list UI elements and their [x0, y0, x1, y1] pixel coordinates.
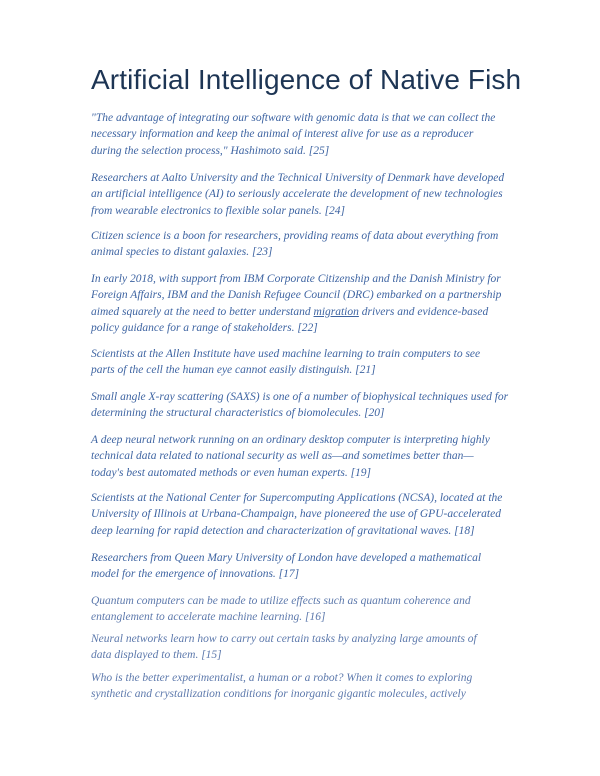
paragraph-ibm-drc-end: drivers and evidence-based policy guidance for a range of stakeholders. [22] [91, 305, 489, 335]
paragraph-hashimoto-quote: "The advantage of integrating our software with genomic data is that we can collect the necessary information and keep the animal of interest alive for use as a reproducer during the selection process," Hashimoto said. [25] [91, 112, 496, 157]
paragraph-deep-neural-network: A deep neural network running on an ordinary desktop computer is interpreting highly technical data related to national security as well as—and sometimes better than— today's best automated methods or even human experts. [19] [91, 434, 490, 479]
paragraph-ibm-drc-start: In early 2018, with support from IBM Corporate Citizenship and the Danish Ministry for Foreign Affairs, IBM and the Danish Refugee Council (DRC) embarked on a partnership aimed squarely at the need to better understand [91, 273, 502, 318]
paragraph-aalto-ai: Researchers at Aalto University and the Technical University of Denmark have developed an artificial intelligence (AI) to seriously accelerate the development of new technologies from wearable electronics to flexible solar panels. [24] [91, 172, 505, 217]
paragraph-experimentalist: Who is the better experimentalist, a human or a robot? When it comes to exploring synthetic and crystallization conditions for inorganic gigantic molecules, actively [91, 672, 473, 701]
paragraph-allen-institute: Scientists at the Allen Institute have used machine learning to train computers to see parts of the cell the human eye cannot easily distinguish. [21] [91, 348, 481, 377]
paragraph-ncsa: Scientists at the National Center for Supercomputing Applications (NCSA), located at the University of Illinois at Urbana-Champaign, have pioneered the use of GPU-accelerated deep learning for rapid detection and characterization of gravitational waves. [18] [91, 492, 503, 537]
paragraph-saxs: Small angle X-ray scattering (SAXS) is one of a number of biophysical techniques used for determining the structural characteristics of biomolecules. [20] [91, 391, 509, 420]
migration-link[interactable]: migration [313, 305, 359, 318]
document-title: Artificial Intelligence of Native Fish [91, 64, 522, 95]
paragraph-queen-mary: Researchers from Queen Mary University of London have developed a mathematical model for the emergence of innovations. [17] [91, 552, 482, 581]
paragraph-ibm-drc [91, 271, 521, 337]
paragraph-neural-networks: Neural networks learn how to carry out certain tasks by analyzing large amounts of data displayed to them. [15] [91, 633, 477, 662]
paragraph-citizen-science: Citizen science is a boon for researchers, providing reams of data about everything from animal species to distant galaxies. [23] [91, 230, 499, 259]
paragraph-quantum-computers: Quantum computers can be made to utilize effects such as quantum coherence and entanglement to accelerate machine learning. [16] [91, 595, 471, 624]
